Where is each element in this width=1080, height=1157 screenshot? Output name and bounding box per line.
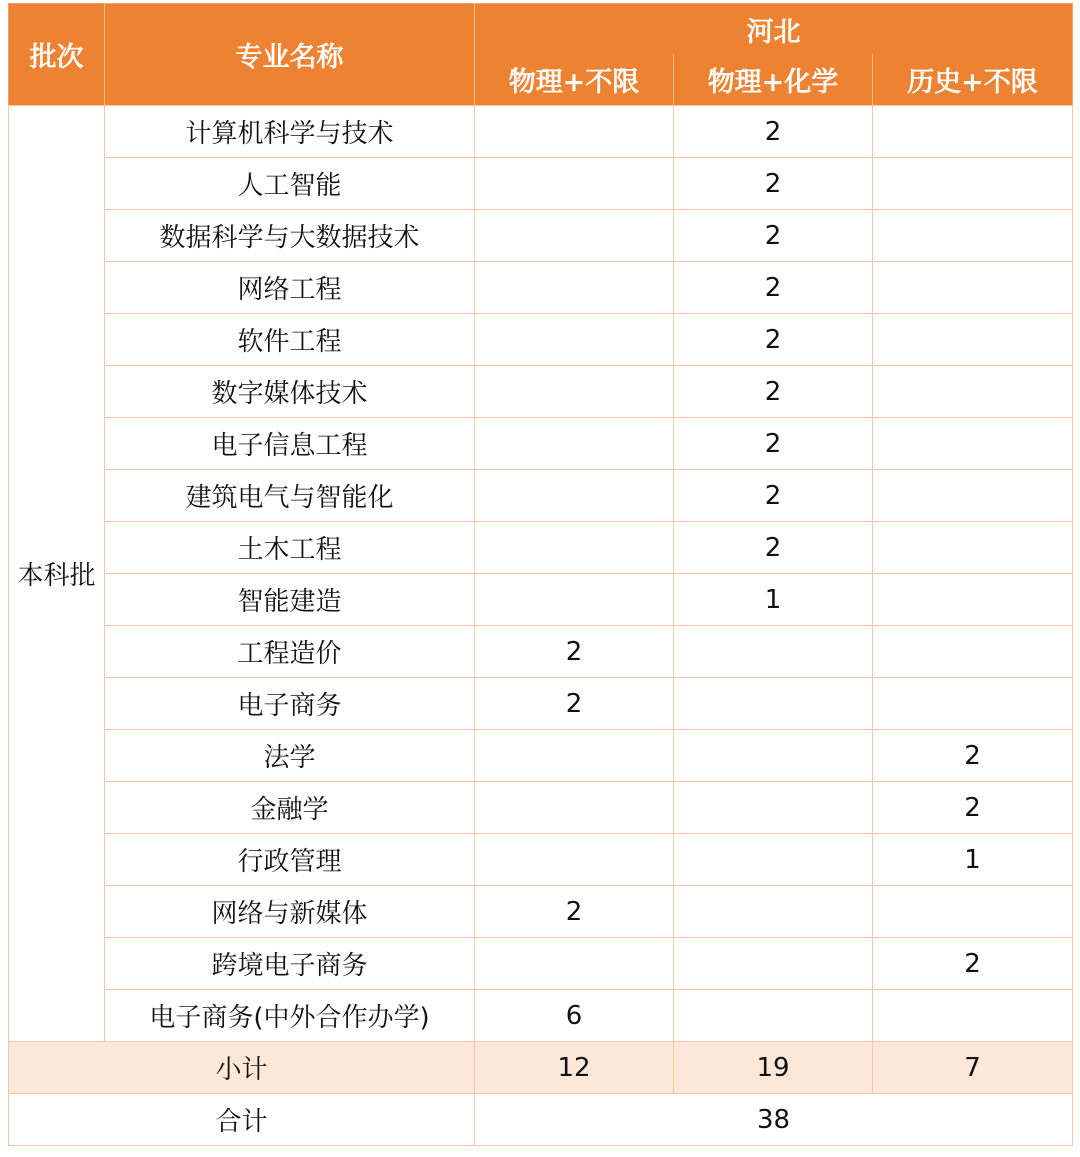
quota-cell bbox=[674, 990, 873, 1042]
quota-cell: 2 bbox=[674, 418, 873, 470]
total-value: 38 bbox=[475, 1094, 1073, 1146]
quota-cell bbox=[873, 418, 1073, 470]
major-name-cell: 土木工程 bbox=[105, 522, 475, 574]
quota-cell: 2 bbox=[674, 210, 873, 262]
major-name-cell: 建筑电气与智能化 bbox=[105, 470, 475, 522]
quota-cell bbox=[475, 418, 674, 470]
table-row bbox=[9, 782, 1073, 834]
major-name-cell: 跨境电子商务 bbox=[105, 938, 475, 990]
quota-cell bbox=[674, 834, 873, 886]
table-row bbox=[9, 886, 1073, 938]
quota-cell bbox=[475, 314, 674, 366]
quota-cell bbox=[475, 366, 674, 418]
quota-cell: 2 bbox=[674, 522, 873, 574]
table-row bbox=[9, 470, 1073, 522]
quota-cell: 1 bbox=[674, 574, 873, 626]
quota-cell bbox=[475, 730, 674, 782]
table-row bbox=[9, 210, 1073, 262]
quota-cell bbox=[873, 678, 1073, 730]
enrollment-table bbox=[8, 3, 1073, 1146]
table-row bbox=[9, 418, 1073, 470]
quota-cell bbox=[475, 522, 674, 574]
major-name-cell: 电子商务 bbox=[105, 678, 475, 730]
major-name-cell: 软件工程 bbox=[105, 314, 475, 366]
quota-cell bbox=[674, 886, 873, 938]
quota-cell bbox=[873, 626, 1073, 678]
table-row bbox=[9, 834, 1073, 886]
total-row bbox=[9, 1094, 1073, 1146]
quota-cell: 1 bbox=[873, 834, 1073, 886]
subtotal-cell: 19 bbox=[674, 1042, 873, 1094]
quota-cell: 2 bbox=[674, 262, 873, 314]
subtotal-cell: 7 bbox=[873, 1042, 1073, 1094]
quota-cell bbox=[674, 730, 873, 782]
quota-cell: 2 bbox=[475, 886, 674, 938]
subtotal-label: 小计 bbox=[9, 1042, 475, 1094]
quota-cell bbox=[873, 158, 1073, 210]
table-row bbox=[9, 262, 1073, 314]
quota-cell bbox=[475, 782, 674, 834]
subtotal-cell: 12 bbox=[475, 1042, 674, 1094]
quota-cell bbox=[873, 366, 1073, 418]
table-row bbox=[9, 678, 1073, 730]
quota-cell bbox=[674, 782, 873, 834]
major-name-cell: 数据科学与大数据技术 bbox=[105, 210, 475, 262]
subject-header: 历史+不限 bbox=[873, 54, 1073, 106]
quota-cell bbox=[674, 626, 873, 678]
quota-cell: 2 bbox=[674, 158, 873, 210]
quota-cell: 2 bbox=[475, 626, 674, 678]
table-row bbox=[9, 158, 1073, 210]
quota-cell bbox=[873, 470, 1073, 522]
quota-cell bbox=[475, 106, 674, 158]
major-name-cell: 数字媒体技术 bbox=[105, 366, 475, 418]
major-name-cell: 工程造价 bbox=[105, 626, 475, 678]
quota-cell bbox=[873, 886, 1073, 938]
table-row bbox=[9, 938, 1073, 990]
major-name-cell: 网络工程 bbox=[105, 262, 475, 314]
quota-cell: 2 bbox=[873, 782, 1073, 834]
quota-cell: 2 bbox=[674, 366, 873, 418]
quota-cell bbox=[475, 574, 674, 626]
quota-cell bbox=[873, 106, 1073, 158]
batch-header: 批次 bbox=[9, 4, 105, 106]
region-header: 河北 bbox=[475, 4, 1073, 55]
quota-cell bbox=[674, 678, 873, 730]
table-row bbox=[9, 106, 1073, 158]
major-name-cell: 电子信息工程 bbox=[105, 418, 475, 470]
major-name-cell: 法学 bbox=[105, 730, 475, 782]
quota-cell bbox=[873, 990, 1073, 1042]
table-row bbox=[9, 626, 1073, 678]
major-name-cell: 金融学 bbox=[105, 782, 475, 834]
table-row bbox=[9, 574, 1073, 626]
quota-cell: 2 bbox=[475, 678, 674, 730]
quota-cell bbox=[873, 574, 1073, 626]
quota-cell bbox=[475, 938, 674, 990]
major-name-cell: 人工智能 bbox=[105, 158, 475, 210]
table-row bbox=[9, 730, 1073, 782]
quota-cell: 2 bbox=[873, 730, 1073, 782]
table-row bbox=[9, 990, 1073, 1042]
quota-cell bbox=[475, 262, 674, 314]
major-name-cell: 电子商务(中外合作办学) bbox=[105, 990, 475, 1042]
total-label: 合计 bbox=[9, 1094, 475, 1146]
batch-cell: 本科批 bbox=[9, 106, 105, 1042]
major-name-cell: 网络与新媒体 bbox=[105, 886, 475, 938]
quota-cell: 2 bbox=[674, 470, 873, 522]
major-name-header: 专业名称 bbox=[105, 4, 475, 106]
major-name-cell: 计算机科学与技术 bbox=[105, 106, 475, 158]
table-row bbox=[9, 522, 1073, 574]
quota-cell bbox=[475, 158, 674, 210]
table-body bbox=[9, 106, 1073, 1146]
table-row bbox=[9, 366, 1073, 418]
major-name-cell: 智能建造 bbox=[105, 574, 475, 626]
quota-cell bbox=[873, 522, 1073, 574]
major-name-cell: 行政管理 bbox=[105, 834, 475, 886]
table-row bbox=[9, 314, 1073, 366]
subtotal-row bbox=[9, 1042, 1073, 1094]
quota-cell: 6 bbox=[475, 990, 674, 1042]
quota-cell bbox=[475, 210, 674, 262]
quota-cell: 2 bbox=[873, 938, 1073, 990]
quota-cell bbox=[873, 314, 1073, 366]
subject-header: 物理+化学 bbox=[674, 54, 873, 106]
quota-cell: 2 bbox=[674, 314, 873, 366]
quota-cell bbox=[475, 470, 674, 522]
quota-cell bbox=[873, 262, 1073, 314]
quota-cell bbox=[674, 938, 873, 990]
quota-cell bbox=[475, 834, 674, 886]
quota-cell: 2 bbox=[674, 106, 873, 158]
subject-header: 物理+不限 bbox=[475, 54, 674, 106]
quota-cell bbox=[873, 210, 1073, 262]
